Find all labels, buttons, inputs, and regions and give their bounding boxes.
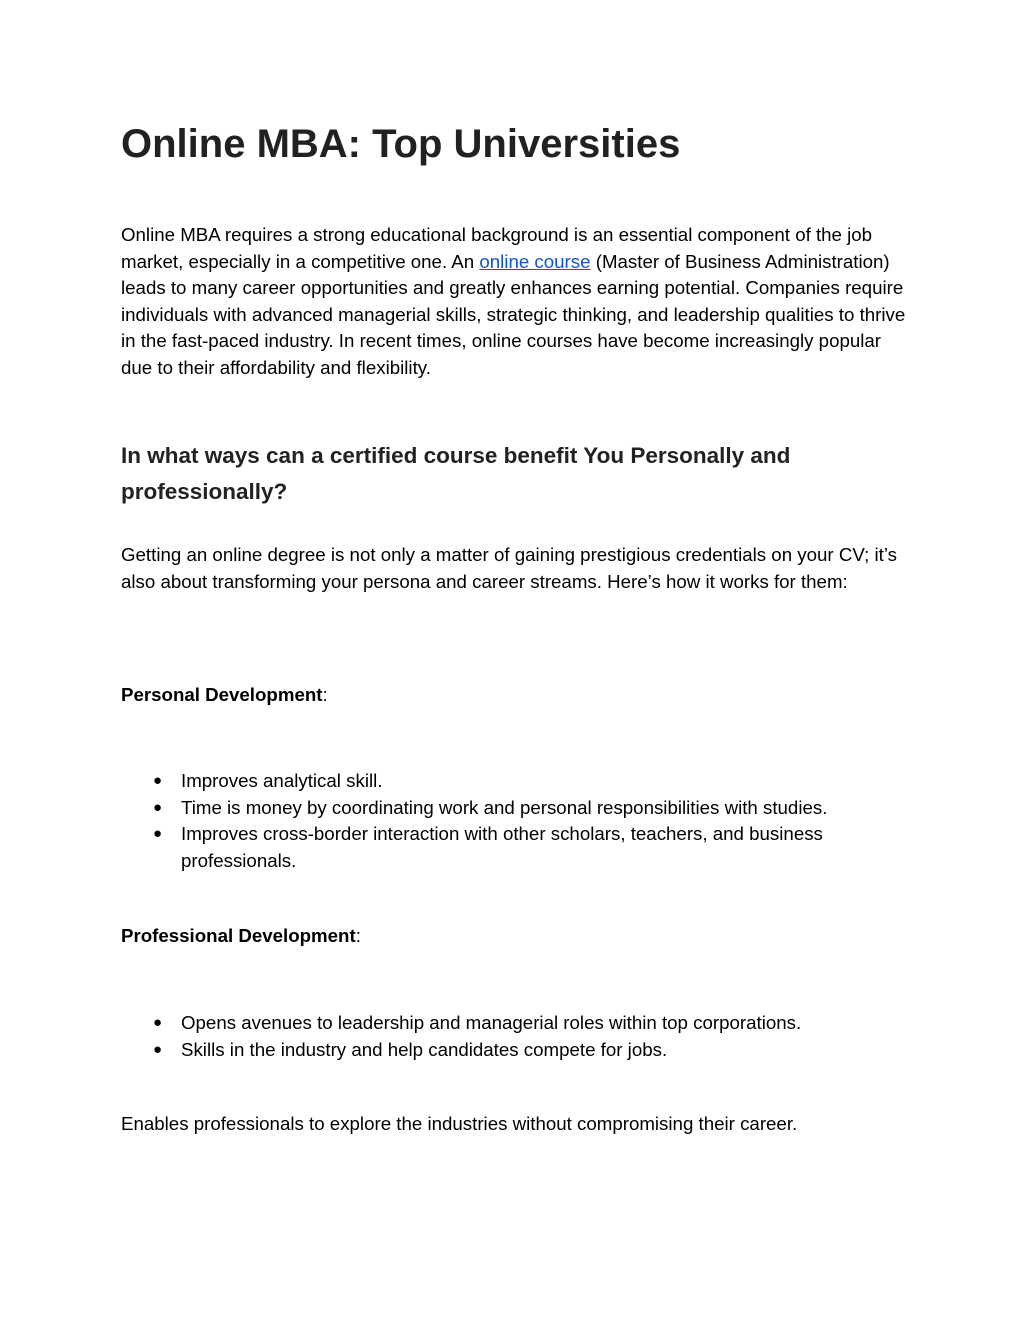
professional-development-title: Professional Development — [121, 925, 356, 946]
list-item — [121, 821, 906, 874]
professional-colon: : — [355, 925, 361, 946]
bullet-icon: ● — [153, 1040, 163, 1058]
bullet-icon: ● — [153, 825, 163, 842]
professional-development-list — [121, 1010, 906, 1063]
personal-development-label — [121, 682, 328, 709]
professional-development-label — [121, 923, 361, 950]
closing-paragraph: Enables professionals to explore the industries without compromising their career. — [121, 1113, 798, 1134]
intro-text-before-link: Online MBA requires a strong educational background is an essential component of the job market, especially in a competitive one. An — [121, 224, 873, 272]
list-item — [121, 795, 906, 822]
list-item — [121, 1010, 906, 1037]
page-title: Online MBA: Top Universities — [121, 122, 681, 166]
personal-colon: : — [322, 684, 328, 705]
personal-development-title: Personal Development — [121, 684, 323, 705]
list-item-text: Time is money by coordinating work and personal responsibilities with studies. — [181, 796, 828, 818]
list-item-text: Improves analytical skill. — [181, 770, 383, 791]
online-course-link[interactable]: online course — [479, 250, 591, 272]
intro-paragraph — [121, 222, 906, 381]
personal-development-list — [121, 768, 906, 874]
list-item — [121, 768, 906, 795]
getting-paragraph: Getting an online degree is not only a matter of gaining prestigious credentials on your CV; it’s also about transforming your persona and career streams. Here’s how it works for them: — [121, 544, 897, 592]
list-item-text: Opens avenues to leadership and managerial roles within top corporations. — [181, 1012, 802, 1033]
list-item — [121, 1037, 906, 1064]
list-item-text: Skills in the industry and help candidates compete for jobs. — [181, 1038, 668, 1060]
bullet-icon: ● — [153, 798, 163, 816]
intro-text-after-link: (Master of Business Administration) leads to many career opportunities and greatly enhances earning potential. Companies require individuals with advanced managerial skills, strategic thinking, and leadership qualities to thrive in the fast-paced industry. In recent times, online courses have become increasingly popular due to their affordability and flexibility. — [121, 250, 906, 378]
list-item-text: Improves cross-border interaction with other scholars, teachers, and business professionals. — [181, 823, 823, 871]
bullet-icon: ● — [153, 1014, 163, 1031]
section-heading: In what ways can a certified course benefit You Personally and professionally? — [121, 443, 791, 504]
bullet-icon: ● — [153, 772, 163, 789]
